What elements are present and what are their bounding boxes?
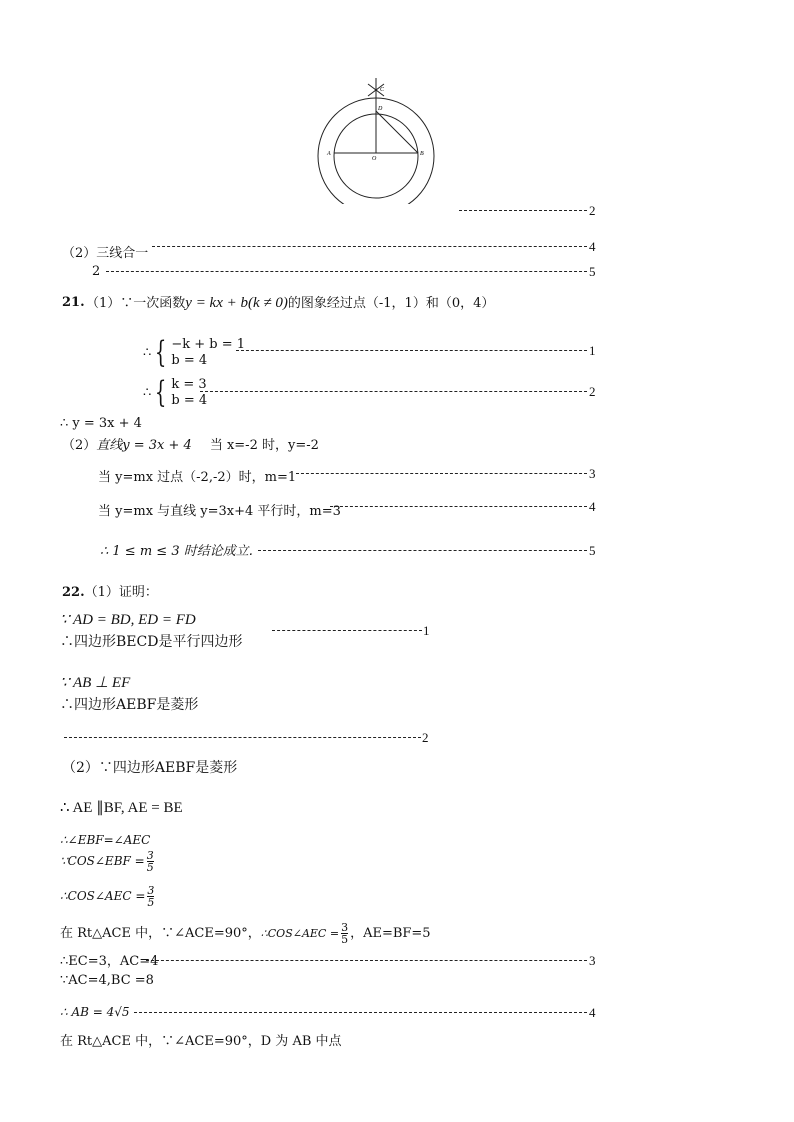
p2-sub: 2 xyxy=(92,264,101,279)
q22-line9-mid: ∴COS∠AEC = xyxy=(260,927,340,940)
score-num: 4 xyxy=(589,1005,596,1020)
q22-header xyxy=(62,585,158,601)
q22-line8 xyxy=(60,885,156,908)
q21-p2-cond: 当 x=-2 时，y=-2 xyxy=(209,438,319,453)
q21-p2-line: 直线y = 3x + 4 xyxy=(96,438,192,453)
sys1-line2: b = 4 xyxy=(171,353,208,368)
score-line xyxy=(272,630,422,631)
score-line xyxy=(134,1012,587,1013)
q21-function: y = kx + b(k ≠ 0) xyxy=(185,295,288,311)
therefore-sign: ∴ xyxy=(143,345,152,361)
fraction xyxy=(341,922,348,945)
fraction-num: 3 xyxy=(147,884,155,897)
score-num: 4 xyxy=(589,239,596,254)
system-2 xyxy=(143,377,207,409)
score-line xyxy=(330,506,587,507)
q22-line4: ∴四边形AEBF是菱形 xyxy=(60,697,199,713)
score-line xyxy=(200,391,587,392)
score-line xyxy=(296,473,587,474)
brace-icon: { xyxy=(155,335,167,370)
score-num: 5 xyxy=(589,264,596,279)
p2-text: （2）三线合一 xyxy=(62,246,149,261)
q22-line3: ∵ AB ⊥ EF xyxy=(60,675,131,691)
q22-line2: ∴四边形BECD是平行四边形 xyxy=(60,634,243,650)
q21-p2-label: （2） xyxy=(62,438,97,453)
score-line xyxy=(459,210,587,211)
label-d: D xyxy=(378,106,383,112)
q22-line7 xyxy=(60,850,156,873)
q21-number: 21. xyxy=(62,295,85,310)
q21-intro-pre: （1）∵一次函数 xyxy=(86,296,186,311)
q22-line12: ∴ AB = 4√5 xyxy=(60,1005,130,1019)
score-num: 1 xyxy=(423,623,430,638)
sys2-line1: k = 3 xyxy=(171,377,207,392)
score-line xyxy=(258,550,587,551)
q22-p1-label: （1）证明： xyxy=(84,585,158,600)
q21-step4: 当 y=mx 与直线 y=3x+4 平行时，m=3 xyxy=(98,504,341,519)
q22-line10: ∴EC=3，AC=4 xyxy=(60,954,159,969)
label-c: C xyxy=(380,87,385,93)
q22-line8-text: ∴COS∠AEC = xyxy=(60,889,146,903)
q22-part2: （2）∵四边形AEBF是菱形 xyxy=(62,760,238,776)
score-line xyxy=(106,271,587,272)
q22-line9 xyxy=(60,922,431,945)
q22-line6: ∴∠EBF=∠AEC xyxy=(60,833,151,847)
q22-line7-text: ∵COS∠EBF = xyxy=(60,854,145,868)
score-num: 3 xyxy=(589,466,596,481)
brace-icon: { xyxy=(155,375,167,410)
fraction-num: 3 xyxy=(146,849,154,862)
score-num: 3 xyxy=(589,953,596,968)
therefore-sign: ∴ xyxy=(143,385,152,401)
label-b: B xyxy=(420,151,424,157)
fraction-den: 5 xyxy=(146,861,154,874)
score-num: 1 xyxy=(589,343,596,358)
q21-part2 xyxy=(62,438,319,454)
segment-db xyxy=(376,111,418,153)
geometry-figure xyxy=(312,74,442,204)
q22-number: 22. xyxy=(62,585,85,600)
score-line xyxy=(236,350,587,351)
fraction-num: 3 xyxy=(341,921,349,934)
sys1-line1: −k + b = 1 xyxy=(171,337,246,352)
q22-line9-post: ，AE=BF=5 xyxy=(350,926,431,941)
score-num: 2 xyxy=(589,384,596,399)
score-line xyxy=(146,960,587,961)
q22-line1: ∵ AD = BD, ED = FD xyxy=(60,612,196,628)
q22-line5: ∴ AE ∥BF, AE = BE xyxy=(60,800,183,816)
q21-result: ∴ y = 3x + 4 xyxy=(60,416,142,431)
sys2-line2: b = 4 xyxy=(171,393,208,408)
score-line xyxy=(64,737,421,738)
fraction xyxy=(147,850,154,873)
score-num: 5 xyxy=(589,543,596,558)
q22-line13: 在 Rt△ACE 中，∵∠ACE=90°，D 为 AB 中点 xyxy=(60,1034,342,1049)
q21-step3: 当 y=mx 过点（-2,-2）时，m=1 xyxy=(98,470,297,485)
q21-step5: ∴ 1 ≤ m ≤ 3 时结论成立. xyxy=(100,544,253,559)
q21-intro-post: 的图象经过点（-1，1）和（0，4） xyxy=(287,296,495,311)
q22-line11: ∵AC=4,BC =8 xyxy=(60,973,154,988)
score-num: 2 xyxy=(422,730,429,745)
q22-line9-pre: 在 Rt△ACE 中，∵∠ACE=90°， xyxy=(60,926,261,941)
fraction-den: 5 xyxy=(341,933,349,946)
label-o: O xyxy=(372,156,377,162)
label-a: A xyxy=(327,151,331,157)
fraction xyxy=(147,885,154,908)
q21-intro xyxy=(86,295,494,312)
score-line xyxy=(152,246,587,247)
score-num: 4 xyxy=(589,499,596,514)
score-num: 2 xyxy=(589,203,596,218)
system-1 xyxy=(143,337,245,369)
fraction-den: 5 xyxy=(147,896,155,909)
